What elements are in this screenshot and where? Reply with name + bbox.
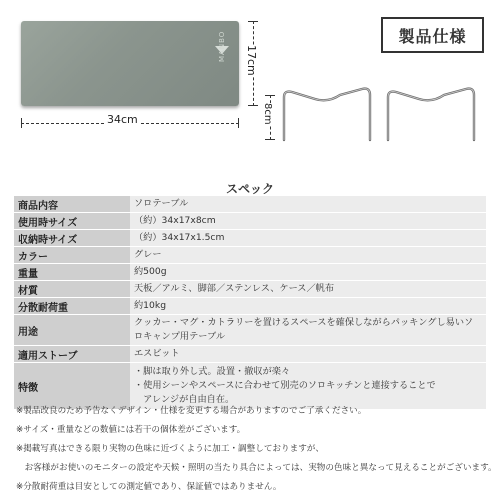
product-dimensions-area [0, 0, 500, 180]
spec-key: 使用時サイズ [14, 213, 130, 230]
spec-row [14, 213, 486, 230]
table-legs-image [270, 85, 490, 145]
spec-value: 天板／アルミ、脚部／ステンレス、ケース／帆布 [130, 281, 486, 298]
feature-line: アレンジが自由自在。 [134, 394, 235, 405]
note-line: ※分散耐荷重は目安としての測定値であり、保証値ではありません。 [16, 482, 282, 492]
note-line: ※製品改良のため予告なくデザイン・仕様を変更する場合がありますのでご了承ください。 [16, 406, 367, 416]
product-spec-badge: 製品仕様 [381, 17, 484, 53]
spec-row [14, 247, 486, 264]
spec-value: ソロテーブル [130, 196, 486, 213]
spec-key: 分散耐荷重 [14, 298, 130, 315]
spec-row [14, 196, 486, 213]
spec-value: 約500g [130, 264, 486, 281]
spec-key: 適用ストーブ [14, 346, 130, 363]
spec-row [14, 264, 486, 281]
disclaimer-notes [16, 402, 497, 497]
spec-value: エスビット [130, 346, 486, 363]
width-dimension-label: 34cm [107, 113, 138, 126]
brand-logo-text: MANBO [218, 30, 226, 62]
note-line: ※サイズ・重量などの数値には若干の個体差がございます。 [16, 425, 246, 435]
note-line: お客様がお使いのモニターの設定や天候・照明の当たり具合によっては、実物の色味と異なって見えることがございます。 [16, 463, 497, 473]
spec-row [14, 281, 486, 298]
spec-table [14, 196, 486, 410]
leg-height-dimension-label: 8cm [262, 103, 273, 125]
spec-key: カラー [14, 247, 130, 264]
spec-value: 約10kg [130, 298, 486, 315]
feature-line: ・使用シーンやスペースに合わせて別売のソロキッチンと連接することで [134, 380, 436, 391]
spec-row [14, 315, 486, 346]
spec-key: 重量 [14, 264, 130, 281]
spec-key: 商品内容 [14, 196, 130, 213]
spec-key: 収納時サイズ [14, 230, 130, 247]
note-line: ※掲載写真はできる限り実物の色味に近づくように加工・調整しておりますが、 [16, 444, 324, 454]
spec-key: 特徴 [14, 363, 130, 410]
spec-row [14, 298, 486, 315]
spec-row [14, 346, 486, 363]
spec-value: （約）34x17x1.5cm [130, 230, 486, 247]
spec-value: （約）34x17x8cm [130, 213, 486, 230]
spec-value: グレー [130, 247, 486, 264]
spec-row [14, 230, 486, 247]
depth-dimension-label: 17cm [245, 45, 258, 76]
feature-line: ・脚は取り外し式。設置・撤収が楽々 [134, 366, 291, 377]
spec-title: スペック [225, 182, 274, 196]
spec-key: 材質 [14, 281, 130, 298]
spec-key: 用途 [14, 315, 130, 346]
spec-value: クッカー・マグ・カトラリーを置けるスペースを確保しながらパッキングし易いソロキャンプ用テーブル [130, 315, 486, 346]
